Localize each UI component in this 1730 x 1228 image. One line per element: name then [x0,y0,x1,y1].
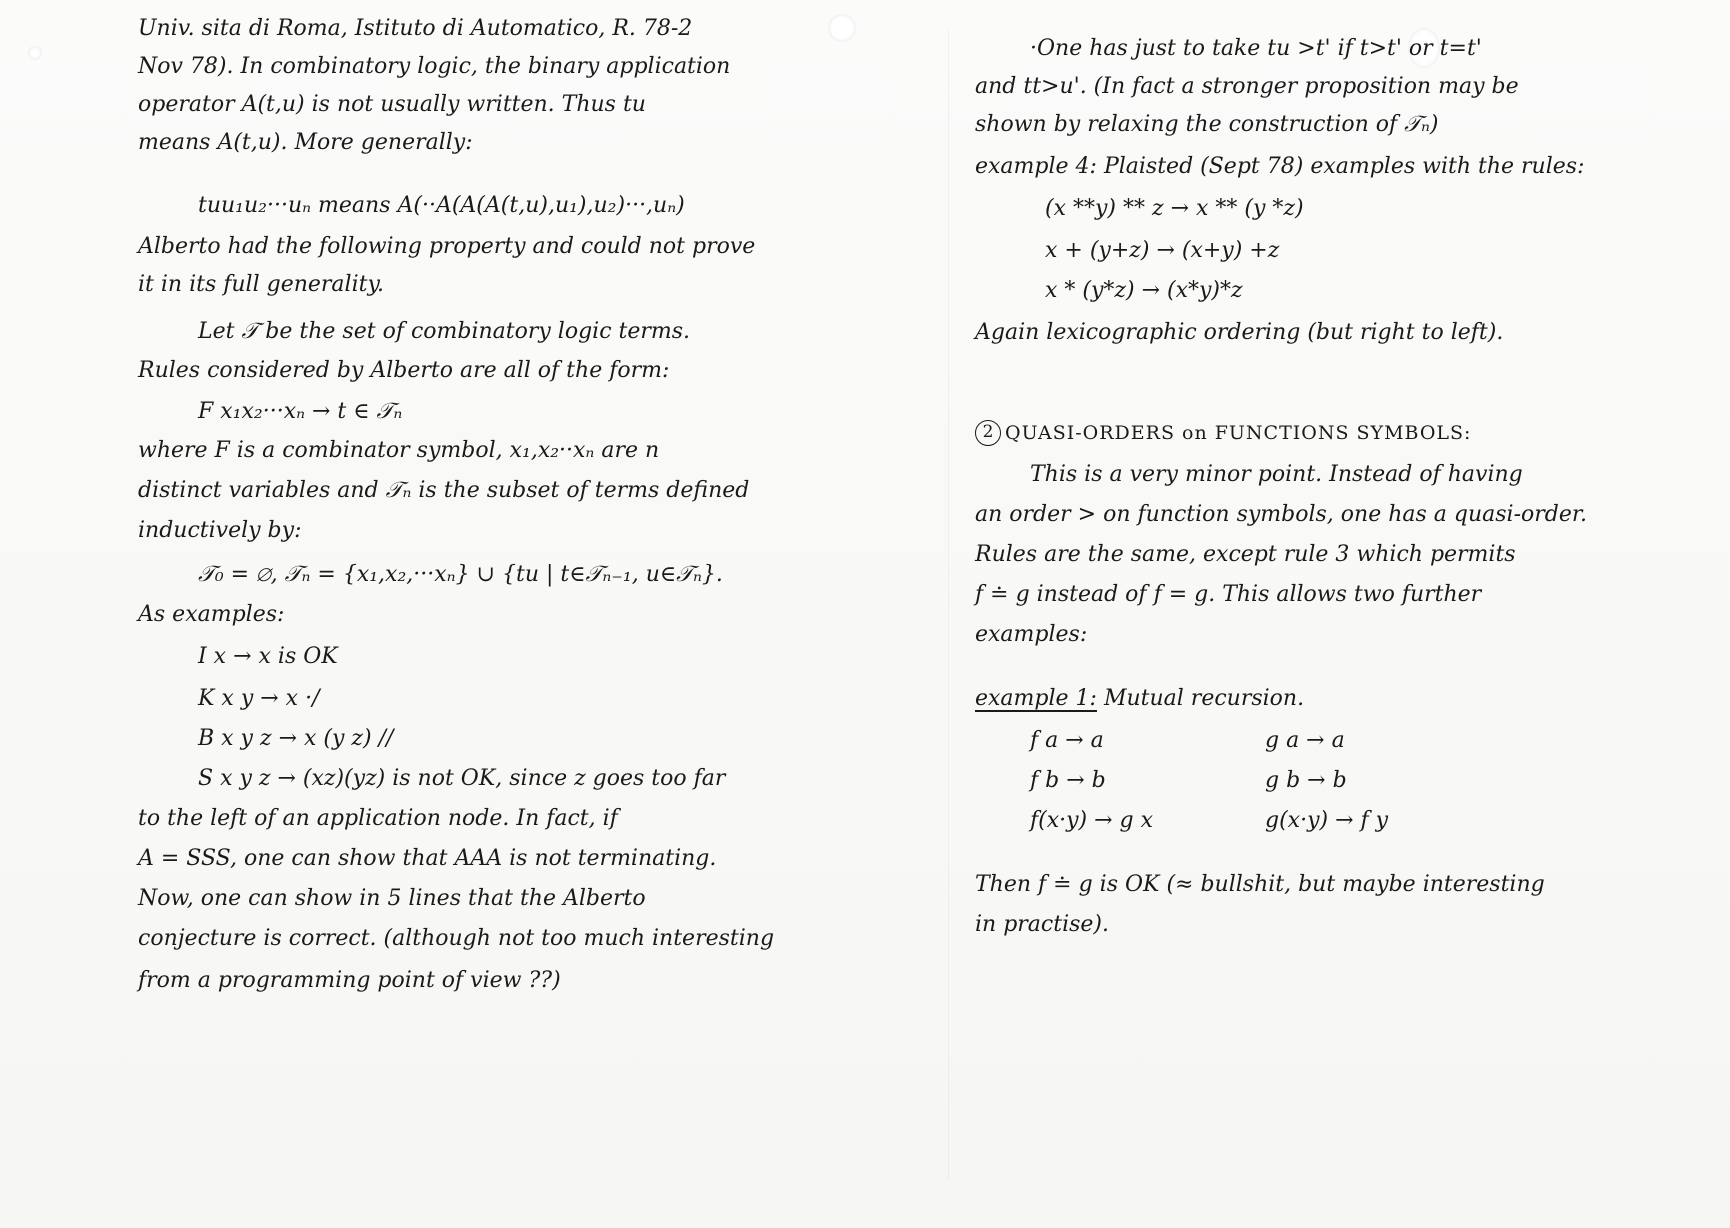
rule-right: g b → b [1265,768,1347,793]
text-line: Nov 78). In combinatory logic, the binary application [138,54,731,79]
example-title: Mutual recursion. [1103,686,1305,711]
text-line: shown by relaxing the construction of 𝒯ₙ) [975,112,1439,137]
text-line: it in its full generality. [138,272,384,297]
text-line: means A(t,u). More generally: [138,130,473,155]
text-line: an order > on function symbols, one has a quasi-order. [975,502,1587,527]
text-line: Then f ≐ g is OK (≈ bullshit, but maybe interesting [975,872,1545,897]
text-line: and tt>u'. (In fact a stronger proposition may be [975,74,1519,99]
formula-line: I x → x is OK [198,644,338,669]
text-line: ·One has just to take tu >t' if t>t' or t=t' [1030,36,1482,61]
text-line: Alberto had the following property and could not prove [138,234,756,259]
text-line: Rules considered by Alberto are all of the form: [138,358,670,383]
text-line: examples: [975,622,1088,647]
text-line: f ≐ g instead of f = g. This allows two further [975,582,1482,607]
rule-left: f(x·y) → g x [1030,808,1154,833]
text-line: As examples: [138,602,285,627]
formula-line: x * (y*z) → (x*y)*z [1045,278,1243,303]
punch-hole-top-left [28,46,42,60]
formula-line: B x y z → x (y z) // [198,726,394,751]
formula-line: (x **y) ** z → x ** (y *z) [1045,196,1304,221]
rule-left: f b → b [1030,768,1106,793]
text-line: to the left of an application node. In fact, if [138,806,618,831]
punch-hole-top-center [828,14,856,42]
text-line: tuu₁u₂···uₙ means A(··A(A(A(t,u),u₁),u₂)···,uₙ) [198,193,685,218]
column-divider [948,30,949,1180]
rule-right: g(x·y) → f y [1265,808,1389,833]
text-line: Univ. sita di Roma, Istituto di Automatico, R. 78-2 [138,16,693,41]
text-line: This is a very minor point. Instead of having [1030,462,1523,487]
section-title: QUASI-ORDERS on FUNCTIONS SYMBOLS: [1005,422,1472,444]
rule-right: g a → a [1265,728,1345,753]
text-line: example 4: Plaisted (Sept 78) examples with the rules: [975,154,1585,179]
text-line: Rules are the same, except rule 3 which permits [975,542,1516,567]
text-line: distinct variables and 𝒯ₙ is the subset of terms defined [138,478,750,503]
text-line: from a programming point of view ??) [138,968,561,993]
text-line: Now, one can show in 5 lines that the Alberto [138,886,646,911]
text-line: inductively by: [138,518,302,543]
formula-line: F x₁x₂···xₙ → t ∈ 𝒯ₙ [198,399,403,424]
text-line: in practise). [975,912,1109,937]
text-line: Let 𝒯 be the set of combinatory logic terms. [198,319,691,344]
formula-line: x + (y+z) → (x+y) +z [1045,238,1280,263]
section-heading [975,414,1471,452]
text-line: A = SSS, one can show that AAA is not terminating. [138,846,717,871]
example-heading-line [975,680,1304,718]
text-line: Again lexicographic ordering (but right to left). [975,320,1504,345]
formula-line: K x y → x ·/ [198,686,320,711]
section-number: 2 [975,420,1001,446]
text-line: S x y z → (xz)(yz) is not OK, since z goes too far [198,766,726,791]
formula-line: 𝒯₀ = ∅, 𝒯ₙ = {x₁,x₂,···xₙ} ∪ {tu | t∈𝒯ₙ₋₁, u∈𝒯ₙ}. [198,562,723,587]
example-label: example 1: [975,686,1097,711]
text-line: where F is a combinator symbol, x₁,x₂··xₙ are n [138,438,660,463]
text-line: conjecture is correct. (although not too much interesting [138,926,775,951]
text-line: operator A(t,u) is not usually written. Thus tu [138,92,646,117]
rule-left: f a → a [1030,728,1104,753]
